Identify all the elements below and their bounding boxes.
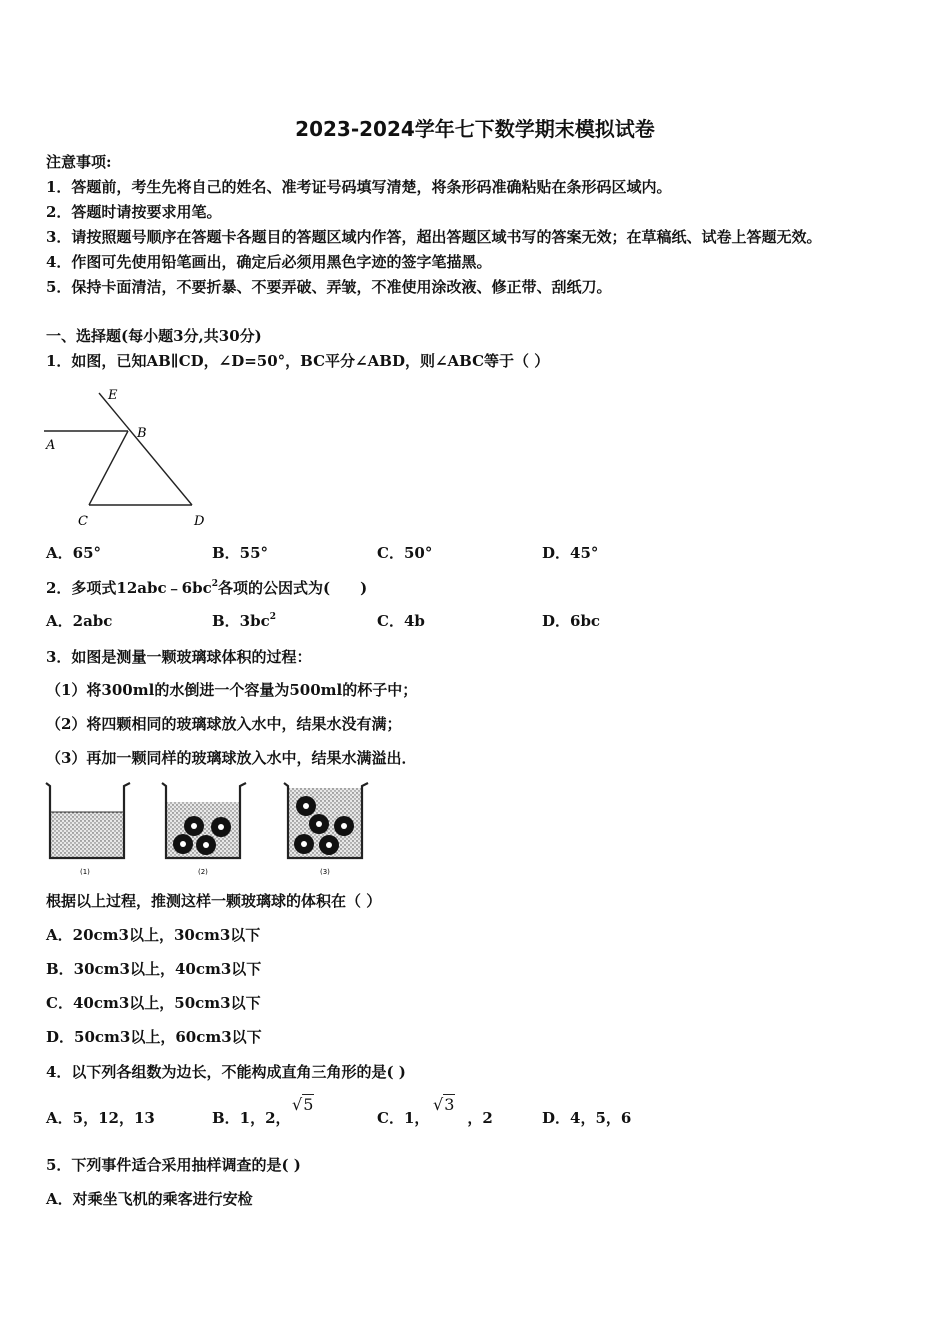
- q3-option-a: A．20cm3以上，30cm3以下: [46, 926, 261, 944]
- label-e: E: [108, 388, 118, 403]
- exam-title: 2023-2024学年七下数学期末模拟试卷: [295, 117, 655, 141]
- q3-option-c: C．40cm3以上，50cm3以下: [46, 994, 261, 1012]
- caption-1: (1): [80, 868, 90, 876]
- q4-option-a: A．5，12，13: [46, 1109, 155, 1127]
- q3-option-d: D．50cm3以上，60cm3以下: [46, 1028, 262, 1046]
- notice-item: 2．答题时请按要求用笔。: [46, 203, 222, 221]
- q2-option-d: D．6bc: [542, 612, 601, 630]
- q3-step: （2）将四颗相同的玻璃球放入水中，结果水没有满；: [46, 715, 402, 733]
- q4-stem: 4．以下列各组数为边长，不能构成直角三角形的是( ): [46, 1063, 406, 1081]
- q4-option-c-root: √3: [433, 1095, 455, 1114]
- caption-3: (3): [320, 868, 330, 876]
- caption-2: (2): [198, 868, 208, 876]
- notice-item: 1．答题前，考生先将自己的姓名、准考证号码填写清楚，将条形码准确粘贴在条形码区域内。: [46, 178, 672, 196]
- notice-heading: 注意事项:: [46, 153, 112, 171]
- q3-option-b: B．30cm3以上，40cm3以下: [46, 960, 262, 978]
- label-c: C: [78, 514, 88, 529]
- q1-figure: [44, 385, 214, 533]
- section-heading: 一、选择题(每小题3分,共30分): [46, 327, 262, 345]
- q1-option-a: A．65°: [46, 544, 102, 562]
- label-b: B: [137, 426, 147, 441]
- q1-option-d: D．45°: [542, 544, 599, 562]
- q3-figure: [44, 780, 384, 878]
- q2-option-c: C．4b: [377, 612, 425, 630]
- q4-option-d: D．4，5，6: [542, 1109, 632, 1127]
- q4-option-b-root: √5: [292, 1095, 314, 1114]
- notice-item: 5．保持卡面清洁，不要折暴、不要弄破、弄皱，不准使用涂改液、修正带、刮纸刀。: [46, 278, 612, 296]
- q3-question: 根据以上过程，推测这样一颗玻璃球的体积在（ ）: [46, 892, 382, 910]
- label-d: D: [194, 514, 205, 529]
- label-a: A: [46, 438, 56, 453]
- q1-option-c: C．50°: [377, 544, 433, 562]
- notice-item: 3．请按照题号顺序在答题卡各题目的答题区域内作答，超出答题区域书写的答案无效；在草稿纸、试卷上答题无效。: [46, 228, 822, 246]
- q5-stem: 5．下列事件适合采用抽样调查的是( ): [46, 1156, 301, 1174]
- beaker-1: [46, 783, 130, 858]
- beaker-3: [284, 783, 368, 858]
- q4-option-b: B．1，2，: [212, 1109, 291, 1127]
- beaker-2: [162, 783, 246, 858]
- q4-option-c: C．1， ，2: [377, 1109, 493, 1127]
- notice-item: 4．作图可先使用铅笔画出，确定后必须用黑色字迹的签字笔描黑。: [46, 253, 492, 271]
- q2-option-b: B．$3bc^2$: [212, 612, 277, 630]
- q1-option-b: B．55°: [212, 544, 269, 562]
- q3-step: （3）再加一颗同样的玻璃球放入水中，结果水满溢出．: [46, 749, 417, 767]
- q2-stem: 2．多项式$12abc﹣6bc^2$各项的公因式为( ): [46, 579, 368, 597]
- q2-option-a: A．2abc: [46, 612, 113, 630]
- q5-option-a: A．对乘坐飞机的乘客进行安检: [46, 1190, 253, 1208]
- line-eb-d: [99, 393, 192, 505]
- line-bc: [89, 431, 128, 505]
- q3-step: （1）将300ml的水倒进一个容量为500ml的杯子中；: [46, 681, 418, 699]
- q3-stem: 3．如图是测量一颗玻璃球体积的过程：: [46, 648, 312, 666]
- q1-stem: 1．如图，已知AB∥CD，∠D=50°，BC平分∠ABD，则∠ABC等于（ ）: [46, 352, 550, 370]
